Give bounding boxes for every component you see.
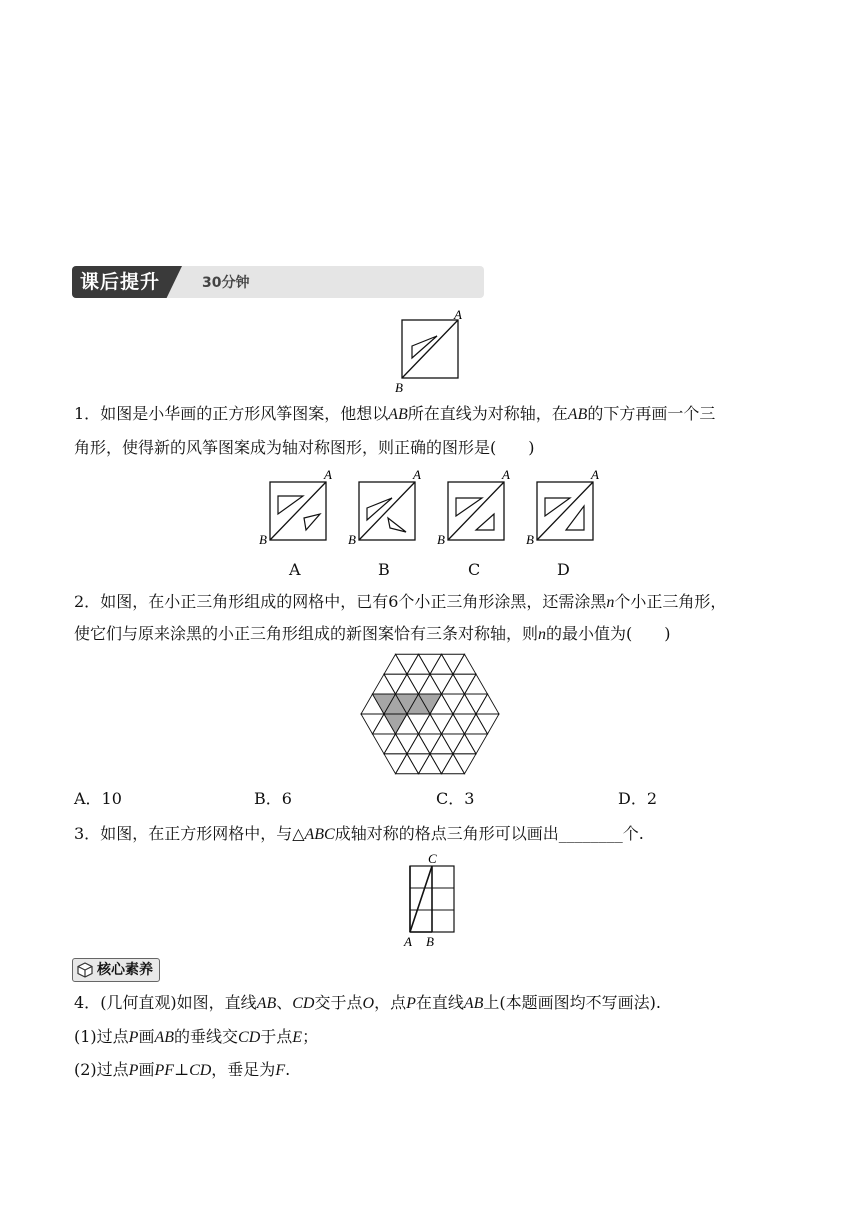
svg-text:B: B bbox=[259, 532, 267, 547]
q2-option-c: C．3 bbox=[436, 789, 475, 808]
svg-text:A: A bbox=[404, 934, 412, 949]
grid-triangle bbox=[407, 714, 430, 734]
grid-triangle bbox=[465, 674, 488, 694]
grid-triangle bbox=[442, 714, 465, 734]
grid-triangle bbox=[396, 654, 419, 674]
grid-triangle bbox=[453, 654, 476, 674]
option-d-figure bbox=[526, 467, 599, 547]
q1-option-a: A bbox=[289, 560, 301, 579]
svg-text:B: B bbox=[348, 532, 356, 547]
grid-triangle bbox=[430, 754, 453, 774]
grid-triangle bbox=[430, 734, 453, 754]
q2-option-b: B．6 bbox=[254, 789, 292, 808]
grid-triangle bbox=[373, 674, 396, 694]
grid-triangle bbox=[476, 694, 499, 714]
svg-text:A: A bbox=[502, 467, 510, 482]
q2-option-a: A．10 bbox=[74, 789, 122, 808]
grid-triangle bbox=[442, 734, 465, 754]
svg-text:A: A bbox=[324, 467, 332, 482]
section-title: 课后提升 bbox=[80, 271, 161, 293]
grid-triangle bbox=[384, 734, 407, 754]
grid-triangle bbox=[419, 734, 442, 754]
grid-triangle bbox=[453, 694, 476, 714]
grid-triangle bbox=[442, 754, 465, 774]
label-b: B bbox=[395, 380, 403, 395]
grid-triangle bbox=[407, 654, 430, 674]
q2-option-d: D．2 bbox=[618, 789, 658, 808]
shaded-triangle bbox=[384, 714, 407, 734]
grid-triangle bbox=[396, 674, 419, 694]
q4-step1: (1)过点P画AB的垂线交CD于点E； bbox=[74, 1027, 319, 1046]
svg-text:A: A bbox=[591, 467, 599, 482]
grid-triangle bbox=[407, 754, 430, 774]
grid-triangle bbox=[465, 694, 488, 714]
grid-triangle bbox=[384, 674, 407, 694]
grid-triangle bbox=[453, 734, 476, 754]
kite-figure bbox=[390, 306, 470, 396]
grid-triangle bbox=[453, 674, 476, 694]
grid-triangle bbox=[442, 654, 465, 674]
grid-triangle bbox=[419, 654, 442, 674]
grid-triangle bbox=[384, 654, 407, 674]
grid-triangle bbox=[476, 714, 499, 734]
q1-option-b: B bbox=[378, 560, 390, 579]
q1-line2: 角形，使得新的风筝图案成为轴对称图形，则正确的图形是( ) bbox=[74, 438, 535, 457]
grid-triangle bbox=[430, 674, 453, 694]
grid-triangle bbox=[465, 714, 488, 734]
grid-triangle bbox=[442, 674, 465, 694]
grid-triangle bbox=[419, 754, 442, 774]
svg-text:C: C bbox=[428, 851, 437, 866]
option-a-figure bbox=[259, 467, 332, 547]
svg-text:B: B bbox=[426, 934, 434, 949]
cube-icon bbox=[77, 962, 93, 978]
grid-triangle bbox=[407, 734, 430, 754]
core-section-title: 核心素养 bbox=[97, 962, 153, 978]
grid-triangle bbox=[442, 694, 465, 714]
option-c-figure bbox=[437, 467, 510, 547]
q2-line1: 2．如图，在小正三角形组成的网格中，已有6个小正三角形涂黑，还需涂黑n个小正三角形， bbox=[74, 592, 727, 611]
q2-line2: 使它们与原来涂黑的小正三角形组成的新图案恰有三条对称轴，则n的最小值为( ) bbox=[74, 624, 671, 643]
grid-triangle bbox=[407, 674, 430, 694]
grid-triangle bbox=[430, 714, 453, 734]
square-grid-figure bbox=[398, 850, 462, 950]
grid-triangle bbox=[396, 754, 419, 774]
grid-triangle bbox=[453, 754, 476, 774]
grid-triangle bbox=[384, 754, 407, 774]
svg-text:B: B bbox=[526, 532, 534, 547]
triangle-grid-figure bbox=[356, 650, 504, 778]
q1-option-c: C bbox=[468, 560, 481, 579]
q1-options-figures bbox=[256, 466, 599, 550]
section-time: 30分钟 bbox=[202, 275, 250, 291]
svg-text:B: B bbox=[437, 532, 445, 547]
q3-line1: 3．如图，在正方形网格中，与△ABC成轴对称的格点三角形可以画出________个. bbox=[74, 824, 644, 843]
q4-intro: 4．(几何直观)如图，直线AB、CD交于点O，点P在直线AB上(本题画图均不写画法). bbox=[74, 993, 661, 1012]
core-section-header bbox=[72, 958, 160, 982]
svg-text:A: A bbox=[413, 467, 421, 482]
grid-triangle bbox=[453, 714, 476, 734]
grid-triangle bbox=[361, 714, 384, 734]
label-a: A bbox=[454, 307, 462, 322]
grid-triangle bbox=[396, 734, 419, 754]
q1-line1: 1．如图是小华画的正方形风筝图案，他想以AB所在直线为对称轴，在AB的下方再画一个三 bbox=[74, 404, 716, 423]
grid-triangle bbox=[373, 734, 396, 754]
grid-triangle bbox=[465, 734, 488, 754]
q1-option-d: D bbox=[557, 560, 570, 579]
grid-triangle bbox=[430, 654, 453, 674]
grid-triangle bbox=[419, 674, 442, 694]
grid-triangle bbox=[419, 714, 442, 734]
option-b-figure bbox=[348, 467, 421, 547]
q4-step2: (2)过点P画PF⊥CD，垂足为F. bbox=[74, 1060, 291, 1079]
